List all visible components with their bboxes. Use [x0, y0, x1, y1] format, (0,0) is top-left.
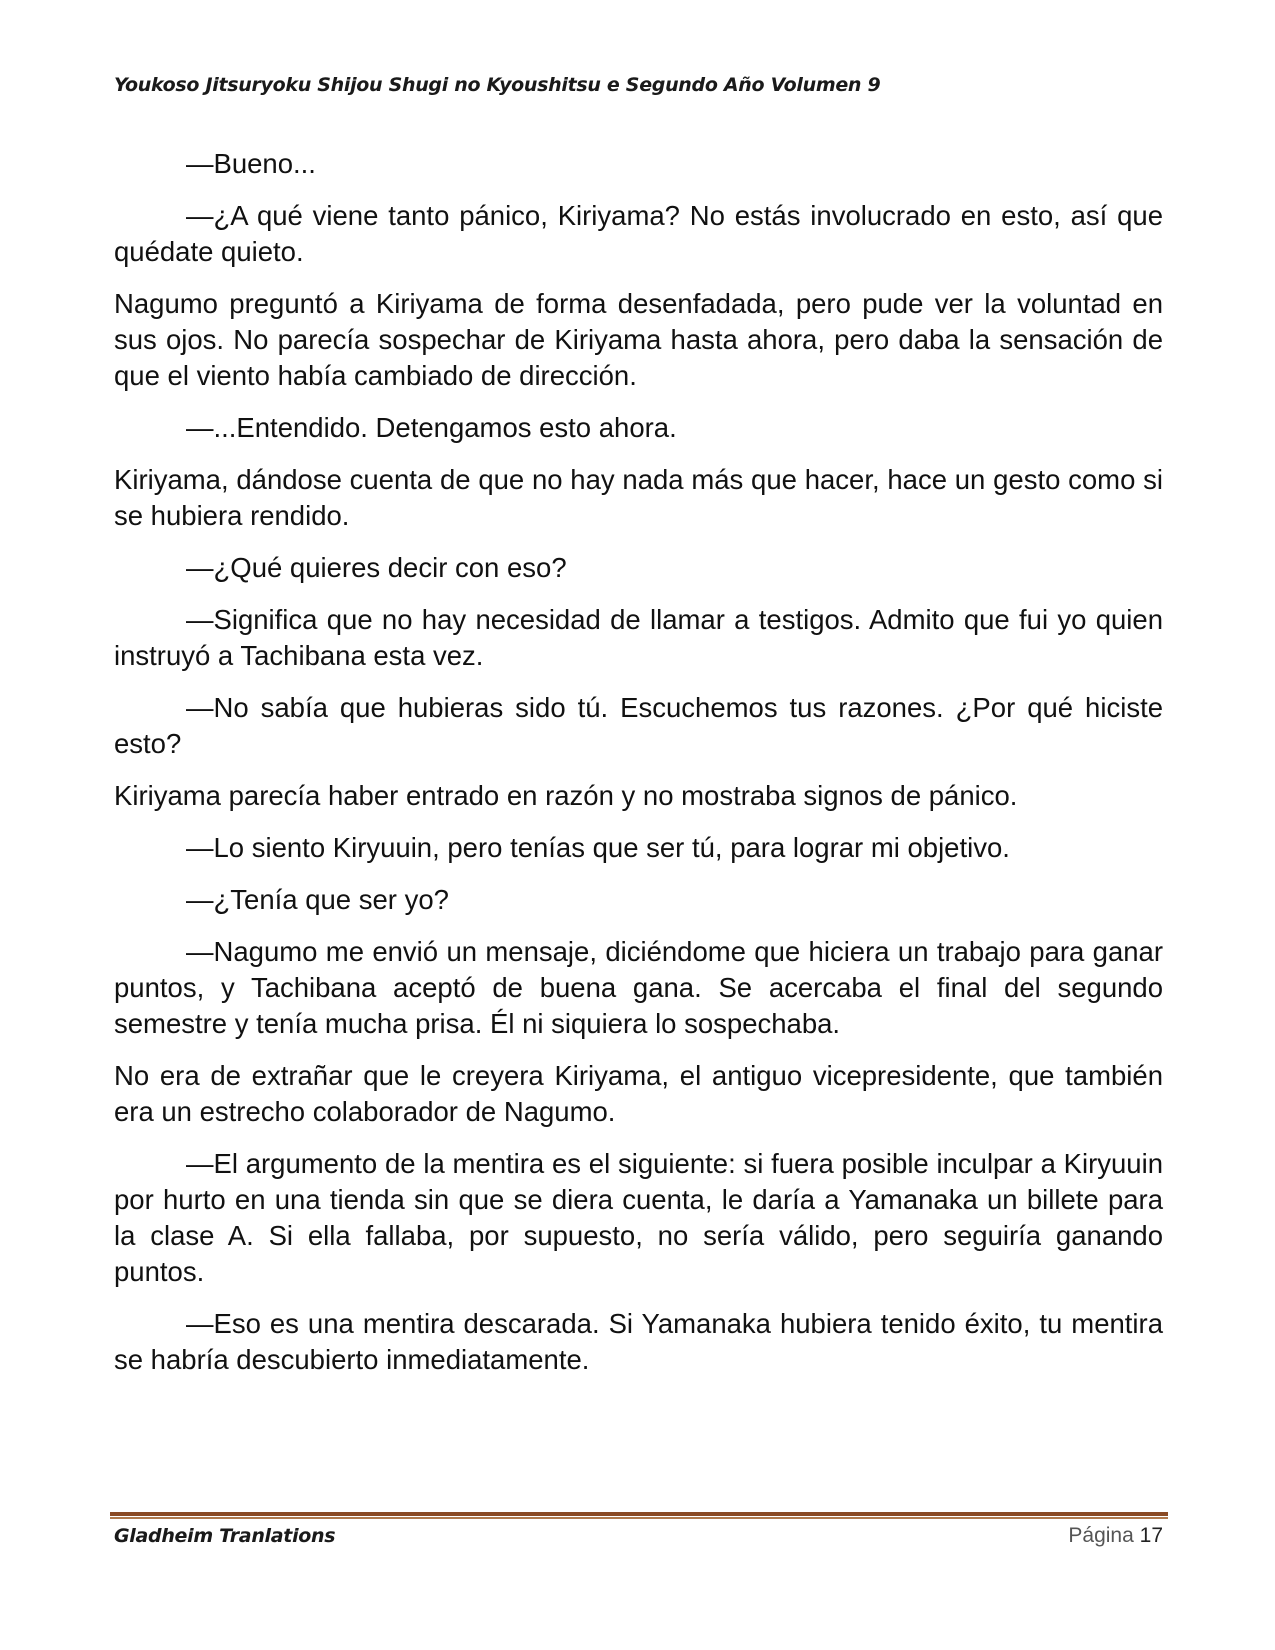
paragraph: —No sabía que hubieras sido tú. Escuchemos tus razones. ¿Por qué hiciste esto? [114, 692, 1163, 759]
paragraph: —Lo siento Kiryuuin, pero tenías que ser tú, para lograr mi objetivo. [186, 832, 1010, 863]
paragraph: —¿Tenía que ser yo? [186, 884, 449, 915]
paragraph: Kiriyama, dándose cuenta de que no hay nada más que hacer, hace un gesto como si se hubiera rendido. [114, 464, 1163, 531]
footer-divider-thin [110, 1517, 1168, 1519]
paragraph: Nagumo preguntó a Kiriyama de forma desenfadada, pero pude ver la voluntad en sus ojos. No parecía sospechar de Kiriyama hasta ahora, pero daba la sensación de que el viento había cambiado de dirección. [114, 288, 1163, 391]
body-text [114, 146, 1163, 1394]
paragraph: No era de extrañar que le creyera Kiriyama, el antiguo vicepresidente, que también era un estrecho colaborador de Nagumo. [114, 1060, 1163, 1127]
paragraph: —Eso es una mentira descarada. Si Yamanaka hubiera tenido éxito, tu mentira se habría descubierto inmediatamente. [114, 1308, 1163, 1375]
footer-translator: Gladheim Tranlations [114, 1525, 336, 1547]
paragraph: —¿Qué quieres decir con eso? [186, 552, 567, 583]
page-number-block [1068, 1524, 1163, 1548]
paragraph: —El argumento de la mentira es el siguiente: si fuera posible inculpar a Kiryuuin por hurto en una tienda sin que se diera cuenta, le daría a Yamanaka un billete para la clase A. Si ella fallaba, por supuesto, no sería válido, pero seguiría ganando puntos. [114, 1148, 1163, 1287]
footer-divider [110, 1512, 1168, 1519]
page-number: 17 [1139, 1524, 1163, 1547]
paragraph: —Bueno... [186, 148, 316, 179]
paragraph: —...Entendido. Detengamos esto ahora. [186, 412, 677, 443]
paragraph: Kiriyama parecía haber entrado en razón y no mostraba signos de pánico. [114, 780, 1018, 811]
footer-divider-thick [110, 1512, 1168, 1516]
paragraph: —¿A qué viene tanto pánico, Kiriyama? No estás involucrado en esto, así que quédate quieto. [114, 200, 1163, 267]
page-label: Página [1068, 1524, 1134, 1547]
paragraph: —Significa que no hay necesidad de llamar a testigos. Admito que fui yo quien instruyó a Tachibana esta vez. [114, 604, 1163, 671]
running-header: Youkoso Jitsuryoku Shijou Shugi no Kyoushitsu e Segundo Año Volumen 9 [114, 74, 881, 96]
paragraph: —Nagumo me envió un mensaje, diciéndome que hiciera un trabajo para ganar puntos, y Tachibana aceptó de buena gana. Se acercaba el final del segundo semestre y tenía mucha prisa. Él ni siquiera lo sospechaba. [114, 936, 1163, 1039]
